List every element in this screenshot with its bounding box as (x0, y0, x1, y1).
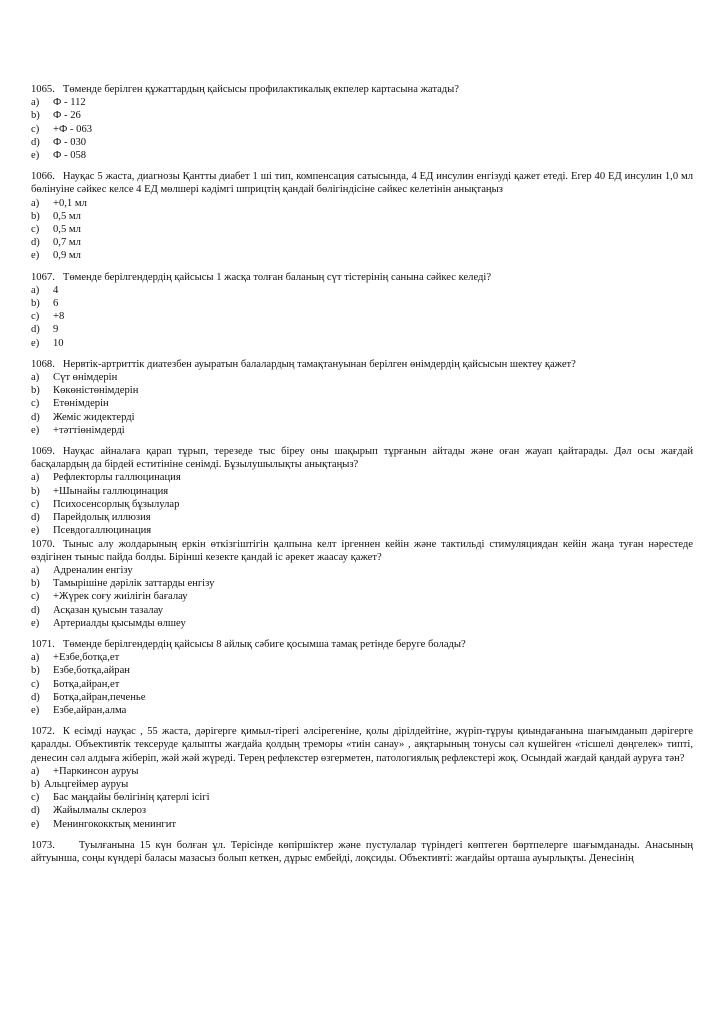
answer-option (31, 236, 693, 249)
question-stem (31, 445, 693, 471)
question-text: Науқас айналаға қарап тұрып, терезеде тыс біреу оны шақырып тұрғанын айтады және оған жауап қайтарады. Дәл осы жағдай басқалардың да бірдей еститініне сенімді. Бұзылушылықты анықтаңыз? (31, 446, 693, 471)
option-text: Көкөністөнімдерін (53, 385, 139, 397)
option-text: +Паркинсон ауруы (53, 765, 139, 777)
answer-option (31, 818, 693, 831)
option-text: +Ф - 063 (53, 123, 93, 135)
option-text: Жеміс жидектерді (53, 411, 135, 423)
option-text: Тамырішіне дәрілік заттарды енгізу (53, 578, 215, 590)
question-block (31, 358, 693, 437)
option-letter: a) (31, 372, 40, 384)
option-text: Ф - 030 (53, 136, 87, 148)
option-letter: e) (31, 617, 40, 629)
option-text: 10 (53, 337, 64, 349)
answer-option (31, 323, 693, 336)
option-letter: d) (31, 411, 40, 423)
option-letter: d) (31, 604, 40, 616)
question-number: 1069. (31, 446, 55, 458)
option-text: 4 (53, 284, 59, 296)
answer-option (31, 804, 693, 817)
option-letter: e) (31, 704, 40, 716)
option-text: Ботқа,айран,ет (53, 678, 120, 690)
option-text: Асқазан қуысын тазалау (53, 604, 164, 616)
option-letter: c) (31, 311, 40, 323)
answer-option (31, 297, 693, 310)
question-stem (31, 271, 693, 284)
option-letter: b) (31, 485, 40, 497)
answer-option (31, 678, 693, 691)
answer-option (31, 149, 693, 162)
question-block (31, 839, 693, 865)
option-text: Ф - 112 (53, 97, 86, 109)
answer-option (31, 765, 693, 778)
option-letter: d) (31, 136, 40, 148)
option-letter: e) (31, 818, 40, 830)
option-text: 0,5 мл (53, 224, 81, 236)
option-letter: a) (31, 284, 40, 296)
question-number: 1067. (31, 271, 55, 283)
option-letter: c) (31, 123, 40, 135)
option-letter: b) (31, 578, 40, 590)
answer-option (31, 471, 693, 484)
question-text: Нервтік-артриттік диатезбен ауыратын балалардың тамақтануынан берілген өнімдердің қайсысын шектеу қажет? (62, 358, 576, 370)
option-text: +0,1 мл (53, 197, 87, 209)
answer-option (31, 210, 693, 223)
option-letter: b) (31, 385, 40, 397)
option-letter: a) (31, 652, 40, 664)
option-text: +Езбе,ботқа,ет (53, 652, 120, 664)
answer-option (31, 397, 693, 410)
answer-option (31, 664, 693, 677)
answer-option (31, 411, 693, 424)
answer-option (31, 791, 693, 804)
option-letter: e) (31, 525, 40, 537)
option-letter: a) (31, 765, 40, 777)
question-stem (31, 538, 693, 564)
question-number: 1068. (31, 358, 55, 370)
answer-option (31, 337, 693, 350)
answer-option (31, 384, 693, 397)
answer-option (31, 498, 693, 511)
question-text: Төменде берілген құжаттардың қайсысы профилактикалық екпелер картасына жатады? (62, 84, 459, 95)
question-number: 1073. (31, 839, 55, 851)
option-letter: b) (31, 298, 40, 310)
option-letter: a) (31, 97, 40, 109)
answer-option (31, 651, 693, 664)
question-number: 1071. (31, 638, 55, 650)
option-letter: e) (31, 337, 40, 349)
answer-option (31, 590, 693, 603)
option-text: Сүт өнімдерін (53, 372, 118, 384)
question-text: Төменде берілгендердің қайсысы 8 айлық сәбиге қосымша тамақ ретінде беруге болады? (62, 638, 466, 650)
answer-option (31, 604, 693, 617)
option-letter: c) (31, 224, 40, 236)
answer-option (31, 197, 693, 210)
question-block (31, 170, 693, 262)
answer-option (31, 96, 693, 109)
question-block (31, 725, 693, 831)
option-letter: c) (31, 591, 40, 603)
option-letter: e) (31, 150, 40, 162)
option-letter: d) (31, 237, 40, 249)
question-text: Туылғанына 15 күн болған ұл. Терісінде көпіршіктер және пустулалар түріндегі көптеген бөртпелерге шағымданады. Анасының айтуынша, соңы күндері баласы мазасыз болып кеткен, дұрыс ембейді, лоқсиды. Объективті: жағдайы орташа ауырлықты. Денесінің (31, 839, 693, 864)
option-text: Псевдогаллюцинация (53, 525, 152, 537)
option-letter: c) (31, 398, 40, 410)
answer-option (31, 511, 693, 524)
question-stem (31, 83, 693, 96)
option-text: Адреналин енгізу (53, 564, 133, 576)
option-text: Ф - 058 (53, 150, 87, 162)
option-letter: a) (31, 197, 40, 209)
question-stem (31, 358, 693, 371)
option-letter: b) (31, 778, 40, 790)
question-number: 1065. (31, 84, 55, 95)
option-text: Езбе,ботқа,айран (53, 665, 130, 677)
question-number: 1070. (31, 538, 55, 550)
option-text: +Жүрек соғу жиілігін бағалау (53, 591, 188, 603)
option-text: +тәттіөнімдерді (53, 424, 125, 436)
question-block (31, 538, 693, 630)
option-letter: d) (31, 805, 40, 817)
option-letter: e) (31, 424, 40, 436)
option-text: 0,9 мл (53, 250, 81, 262)
option-text: 9 (53, 324, 59, 336)
question-stem (31, 170, 693, 196)
answer-option (31, 524, 693, 537)
question-stem (31, 725, 693, 765)
answer-option (31, 371, 693, 384)
option-letter: b) (31, 665, 40, 677)
question-number: 1066. (31, 171, 55, 183)
answer-option (31, 577, 693, 590)
option-text: Парейдолық иллюзия (53, 512, 151, 524)
question-text: Төменде берілгендердің қайсысы 1 жасқа толған баланың сүт тістерінің санына сәйкес келеді? (62, 271, 492, 283)
question-block (31, 271, 693, 350)
option-text: Рефлекторлы галлюцинация (53, 472, 181, 484)
option-letter: c) (31, 792, 40, 804)
question-list (31, 83, 693, 873)
option-text: +8 (53, 311, 65, 323)
option-letter: a) (31, 472, 40, 484)
answer-option (31, 249, 693, 262)
answer-option (31, 123, 693, 136)
question-text: Тыныс алу жолдарының еркін өткізгіштігін қалпына келт іргеннен кейін және тактильді стимуляциядан кейін жаңа туған нәрестеде өздігінен тыныс пайда болды. Бірінші кезекте қандай іс әрекет жаасау қажет? (31, 538, 693, 563)
question-block (31, 638, 693, 717)
answer-option (31, 284, 693, 297)
option-text: Етөнімдерін (53, 398, 109, 410)
answer-option (31, 109, 693, 122)
option-text: Менингококктық менингит (53, 818, 177, 830)
option-letter: a) (31, 564, 40, 576)
option-text: +Шынайы галлюцинация (53, 485, 169, 497)
option-text: Альцгеймер ауруы (43, 778, 129, 790)
option-text: 0,7 мл (53, 237, 81, 249)
question-text: Науқас 5 жаста, диагнозы Қантты диабет 1 ші тип, компенсация сатысында, 4 ЕД инсулин енгізуді қажет етеді. Егер 40 ЕД инсулин 1,0 мл бөлінуіне сәйкес келсе 4 ЕД мөлшері кәдімгі шприцтің қандай бөлігіндісіне сәйкес келетінін анықтаңыз (31, 171, 693, 196)
question-block (31, 445, 693, 537)
option-letter: b) (31, 110, 40, 122)
answer-option (31, 778, 693, 791)
answer-option (31, 424, 693, 437)
option-text: Ботқа,айран,печенье (53, 691, 146, 703)
option-text: Артериалды қысымды өлшеу (53, 617, 186, 629)
option-letter: d) (31, 512, 40, 524)
option-letter: d) (31, 324, 40, 336)
option-letter: c) (31, 678, 40, 690)
question-block (31, 83, 693, 162)
option-letter: d) (31, 691, 40, 703)
option-text: Бас маңдайы бөлігінің қатерлі ісігі (53, 792, 210, 804)
option-text: 0,5 мл (53, 210, 81, 222)
option-text: Ф - 26 (53, 110, 81, 122)
answer-option (31, 564, 693, 577)
answer-option (31, 223, 693, 236)
answer-option (31, 310, 693, 323)
answer-option (31, 617, 693, 630)
option-text: Жайылмалы склероз (53, 805, 147, 817)
answer-option (31, 691, 693, 704)
answer-option (31, 136, 693, 149)
question-text: К есімді науқас , 55 жаста, дәрігерге қимыл-тірегі әлсірегеніне, қолы дірілдейтіне, жүріп-тұруы қиындағанына шағымданып дәрігерге қаралды. Объективтік тексеруде қалыпты жағдайа қолдың треморы «тиін санау» , аяқтарының тонусы сәл күшейген «тісшелі дөңгелек» типті, денесин сәл алдыға жіберіп, жәй жәй жүреді. Терең рефлекстер өзгерметен, патологиялық рефлекстері жоқ. Осындай жағдай қандай ауруға тән? (31, 726, 693, 764)
option-text: Езбе,айран,алма (53, 704, 127, 716)
question-number: 1072. (31, 726, 55, 738)
option-letter: b) (31, 210, 40, 222)
question-stem (31, 839, 693, 865)
option-text: 6 (53, 298, 59, 310)
answer-option (31, 485, 693, 498)
answer-option (31, 704, 693, 717)
option-letter: e) (31, 250, 40, 262)
question-stem (31, 638, 693, 651)
option-letter: c) (31, 498, 40, 510)
option-text: Психосенсорлық бұзылулар (53, 498, 180, 510)
